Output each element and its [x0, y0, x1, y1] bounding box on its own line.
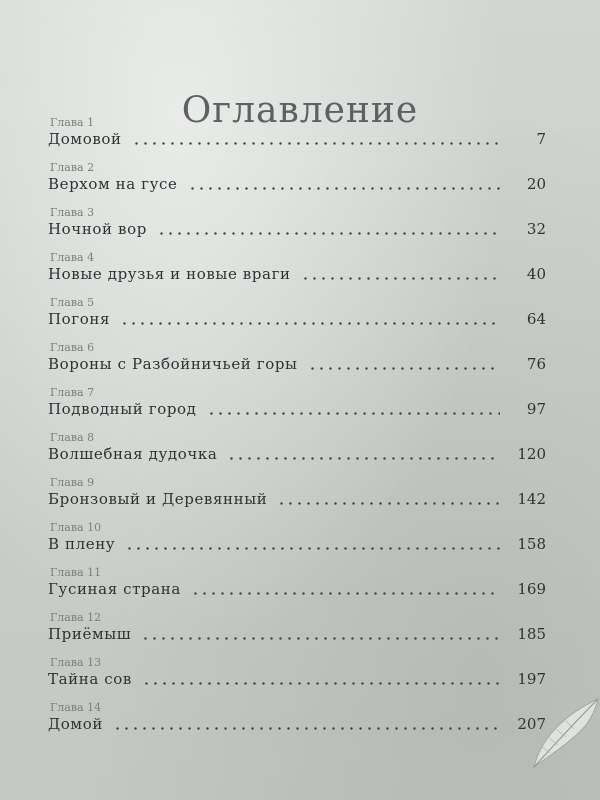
page-number: 197: [517, 670, 546, 688]
page-number: 40: [526, 265, 546, 283]
toc-entry[interactable]: [0, 292, 600, 337]
page-number: 158: [517, 535, 546, 553]
page-number: 169: [517, 580, 546, 598]
chapter-label: Глава 9: [50, 476, 95, 489]
page-number: 32: [526, 220, 546, 238]
toc-entry[interactable]: [0, 157, 600, 202]
page-number: 207: [517, 715, 546, 733]
chapter-label: Глава 12: [50, 611, 102, 624]
chapter-title: Домой: [48, 715, 103, 733]
chapter-label: Глава 13: [50, 656, 102, 669]
toc-entry[interactable]: [0, 472, 600, 517]
chapter-title: Гусиная страна: [48, 580, 181, 598]
toc-entry[interactable]: [0, 562, 600, 607]
chapter-label: Глава 6: [50, 341, 95, 354]
chapter-title: Погоня: [48, 310, 111, 328]
chapter-label: Глава 7: [50, 386, 95, 399]
chapter-label: Глава 14: [50, 701, 102, 714]
dot-leader: [207, 412, 500, 415]
toc-entry[interactable]: [0, 202, 600, 247]
dot-leader: [227, 457, 500, 460]
page-number: 120: [517, 445, 546, 463]
page-number: 185: [517, 625, 546, 643]
chapter-title: Тайна сов: [48, 670, 132, 688]
chapter-label: Глава 5: [50, 296, 95, 309]
page-number: 76: [526, 355, 546, 373]
feather-icon: [528, 695, 600, 775]
toc-entry[interactable]: [0, 382, 600, 427]
chapter-title: Волшебная дудочка: [48, 445, 218, 463]
chapter-title: Верхом на гусе: [48, 175, 178, 193]
dot-leader: [120, 322, 500, 325]
dot-leader: [142, 682, 500, 685]
chapter-label: Глава 2: [50, 161, 95, 174]
page-number: 64: [526, 310, 546, 328]
chapter-label: Глава 4: [50, 251, 95, 264]
chapter-title: В плену: [48, 535, 116, 553]
chapter-title: Приёмыш: [48, 625, 132, 643]
table-of-contents: [0, 112, 600, 742]
dot-leader: [141, 637, 500, 640]
page-number: 20: [526, 175, 546, 193]
dot-leader: [125, 547, 500, 550]
chapter-title: Ночной вор: [48, 220, 147, 238]
page-number: 142: [517, 490, 546, 508]
page-number: 7: [536, 130, 546, 148]
chapter-title: Вороны с Разбойничьей горы: [48, 355, 298, 373]
chapter-title: Подводный город: [48, 400, 197, 418]
chapter-title: Домовой: [48, 130, 122, 148]
chapter-label: Глава 3: [50, 206, 95, 219]
dot-leader: [308, 367, 500, 370]
toc-entry[interactable]: [0, 652, 600, 697]
chapter-title: Новые друзья и новые враги: [48, 265, 291, 283]
dot-leader: [157, 232, 500, 235]
dot-leader: [188, 187, 501, 190]
toc-entry[interactable]: [0, 697, 600, 742]
dot-leader: [113, 727, 500, 730]
toc-entry[interactable]: [0, 337, 600, 382]
dot-leader: [191, 592, 500, 595]
toc-entry[interactable]: [0, 112, 600, 157]
chapter-label: Глава 8: [50, 431, 95, 444]
chapter-title: Бронзовый и Деревянный: [48, 490, 268, 508]
toc-entry[interactable]: [0, 427, 600, 472]
dot-leader: [301, 277, 500, 280]
toc-entry[interactable]: [0, 517, 600, 562]
page-title: Оглавление: [181, 90, 419, 132]
chapter-label: Глава 10: [50, 521, 102, 534]
toc-entry[interactable]: [0, 607, 600, 652]
page-number: 97: [526, 400, 546, 418]
chapter-label: Глава 11: [50, 566, 102, 579]
dot-leader: [132, 142, 500, 145]
dot-leader: [277, 502, 500, 505]
chapter-label: Глава 1: [50, 116, 95, 129]
toc-entry[interactable]: [0, 247, 600, 292]
